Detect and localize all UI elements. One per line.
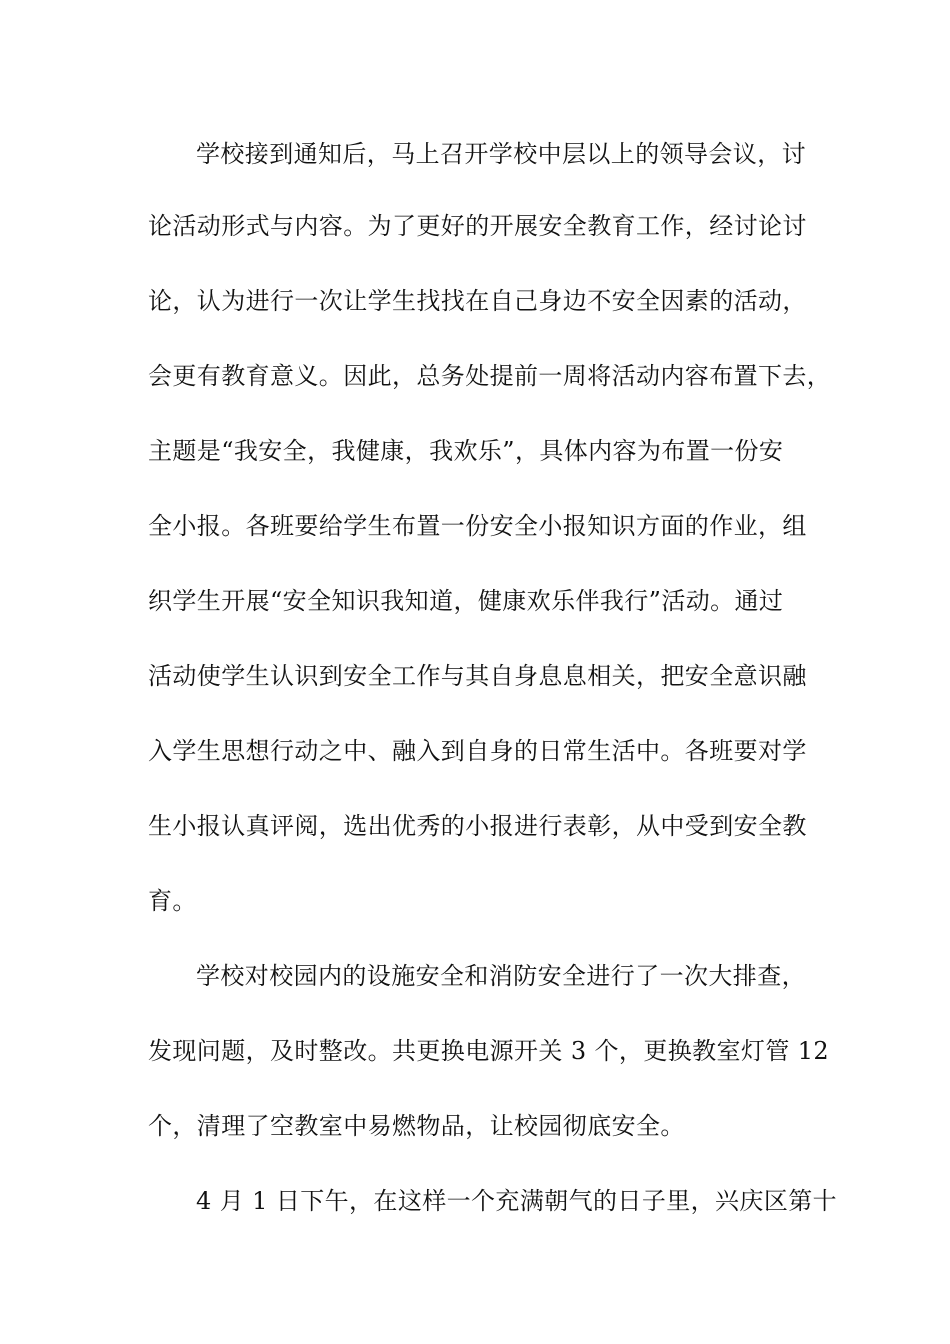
paragraph-1-line-10: 生小报认真评阅，选出优秀的小报进行表彰，从中受到安全教	[148, 812, 807, 840]
paragraph-1-line-3: 论，认为进行一次让学生找找在自己身边不安全因素的活动，	[148, 287, 807, 315]
paragraph-1-line-9: 入学生思想行动之中、融入到自身的日常生活中。各班要对学	[148, 737, 807, 765]
paragraph-2-line-3: 个，清理了空教室中易燃物品，让校园彻底安全。	[148, 1112, 685, 1140]
paragraph-2-line-1: 学校对校园内的设施安全和消防安全进行了一次大排查，	[196, 962, 806, 990]
paragraph-1-line-11: 育。	[148, 887, 197, 915]
paragraph-3-line-1: 4 月 1 日下午，在这样一个充满朝气的日子里，兴庆区第十	[196, 1187, 838, 1215]
paragraph-2-line-2: 发现问题，及时整改。共更换电源开关 3 个，更换教室灯管 12	[148, 1037, 830, 1065]
paragraph-1-line-4: 会更有教育意义。因此，总务处提前一周将活动内容布置下去，	[148, 362, 832, 390]
paragraph-1-line-6: 全小报。各班要给学生布置一份安全小报知识方面的作业，组	[148, 512, 807, 540]
paragraph-1-line-5: 主题是“我安全，我健康，我欢乐”，具体内容为布置一份安	[148, 437, 784, 465]
paragraph-1-line-7: 织学生开展“安全知识我知道，健康欢乐伴我行”活动。通过	[148, 587, 784, 615]
paragraph-1-line-2: 论活动形式与内容。为了更好的开展安全教育工作，经讨论讨	[148, 212, 807, 240]
paragraph-1-line-8: 活动使学生认识到安全工作与其自身息息相关，把安全意识融	[148, 662, 807, 690]
paragraph-1-line-1: 学校接到通知后，马上召开学校中层以上的领导会议，讨	[196, 140, 806, 168]
